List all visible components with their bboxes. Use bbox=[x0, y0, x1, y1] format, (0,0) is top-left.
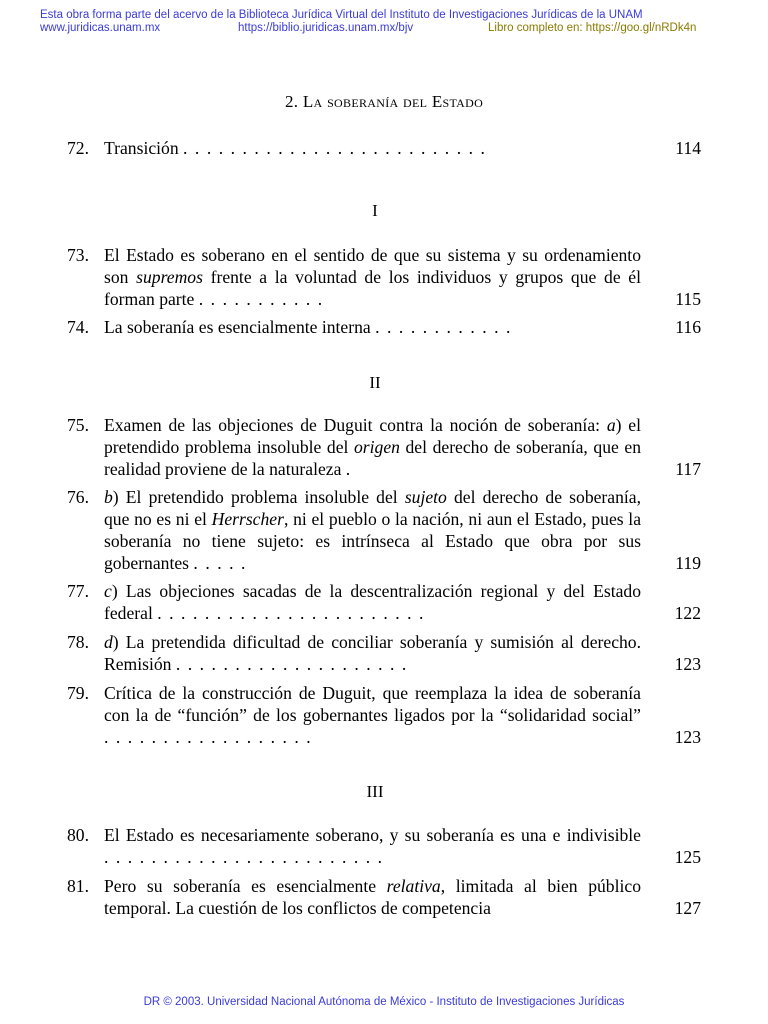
page-number: 114 bbox=[675, 138, 701, 158]
bjv-link[interactable]: https://biblio.juridicas.unam.mx/bjv bbox=[238, 22, 414, 34]
toc-entry-79: 79. Crítica de la construcción de Duguit, que reemplaza la idea de soberanía con la de “función” de los gobernantes ligados por la “solidaridad social” .................. 123 bbox=[67, 683, 701, 747]
chapter-title: 2. La soberanía del Estado bbox=[284, 92, 484, 111]
page-number: 125 bbox=[674, 847, 701, 867]
toc-entry-81: 81. Pero su soberanía es esencialmente relativa, limitada al bien público temporal. La cuestión de los conflictos de competencia 127 bbox=[67, 876, 701, 918]
page-number: 127 bbox=[674, 898, 701, 918]
repository-links bbox=[0, 21, 768, 35]
toc-entry-78: 78. d) La pretendida dificultad de conciliar soberanía y sumisión al derecho. Remisión .................... 123 bbox=[67, 632, 701, 674]
copyright-footer: DR © 2003. Universidad Nacional Autónoma de México - Instituto de Investigaciones Jurídicas bbox=[143, 996, 625, 1008]
book-link[interactable]: Libro completo en: https://goo.gl/nRDk4n bbox=[488, 22, 697, 34]
page-number: 123 bbox=[674, 654, 701, 674]
page-number: 123 bbox=[674, 727, 701, 747]
repository-notice: Esta obra forma parte del acervo de la Biblioteca Jurídica Virtual del Instituto de Investigaciones Jurídicas de la UNAM bbox=[40, 9, 643, 21]
page-number: 115 bbox=[675, 289, 701, 309]
toc-entry-75: 75. Examen de las objeciones de Duguit contra la noción de soberanía: a) el pretendido problema insoluble del origen del derecho de soberanía, que en realidad proviene de la naturaleza . 117 bbox=[67, 415, 701, 479]
toc-entry-80: 80. El Estado es necesariamente soberano, y su soberanía es una e indivisible ........................ 125 bbox=[67, 825, 701, 867]
toc-entry-76: 76. b) El pretendido problema insoluble del sujeto del derecho de soberanía, que no es ni el Herrscher, ni el pueblo o la nación, ni aun el Estado, pues la soberanía no tiene sujeto: es intrínseca al Estado que obra por sus gobernantes ..... 119 bbox=[67, 487, 701, 573]
section-heading-II: II bbox=[369, 373, 381, 392]
section-heading-I: I bbox=[372, 201, 378, 220]
page-number: 116 bbox=[675, 317, 701, 337]
toc-entry-72: 72. Transición .......................... 114 bbox=[67, 138, 701, 158]
page-number: 122 bbox=[674, 603, 701, 623]
page-number: 119 bbox=[675, 553, 701, 573]
toc-entry-74: 74. La soberanía es esencialmente interna ............ 116 bbox=[67, 317, 701, 337]
toc-entry-73: 73. El Estado es soberano en el sentido de que su sistema y su ordenamiento son supremos frente a la voluntad de los individuos y grupos que de él forman parte ........... 115 bbox=[67, 245, 701, 309]
page-number: 117 bbox=[675, 459, 701, 479]
site-link[interactable]: www.juridicas.unam.mx bbox=[40, 22, 161, 34]
section-heading-III: III bbox=[366, 782, 384, 801]
toc-entry-77: 77. c) Las objeciones sacadas de la descentralización regional y del Estado federal ....................... 122 bbox=[67, 581, 701, 623]
